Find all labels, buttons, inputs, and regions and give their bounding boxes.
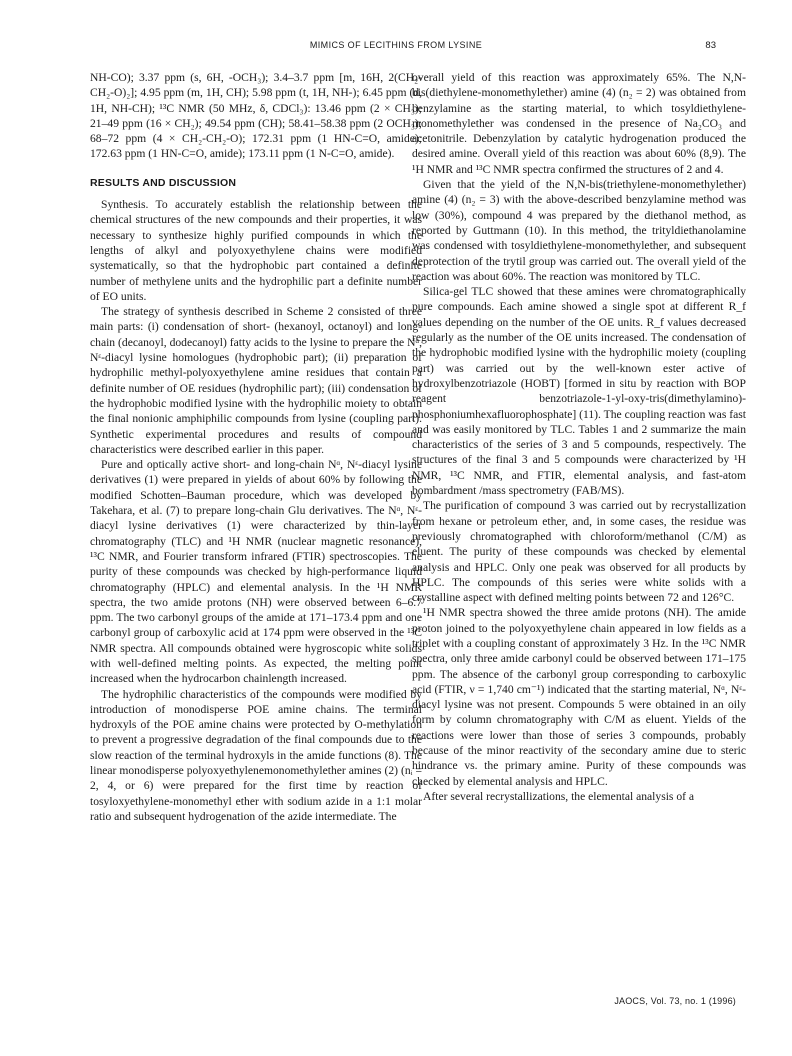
- synthesis-paragraph: Synthesis. To accurately establish the relationship between the chemical structures of the new compounds and their properties, it was necessary to synthesize highly purified compounds in which the lengths of alkyl and polyoxyethylene chains were modified systematically, so that the hydrophobic part contained a definite number of methylene units and the hydrophilic part a definite number of EO units.: [90, 198, 422, 303]
- left-column: [90, 70, 422, 824]
- right-column: [412, 70, 746, 804]
- diethanol-method-paragraph: Given that the yield of the N,N-bis(triethylene-monomethylether) amine (4) (n₂ = 3) with the above-described benzylamine method was low (30%), compound 4 was prepared by the diethanol method, as reported by Guttmann (10). In this method, the trityldiethanolamine was condensed with tosyldiethylene-monomethylether, and subsequent deprotection of the trytil group was carried out. The overall yield of the reaction was about 60%. The reaction was monitored by TLC.: [412, 178, 746, 283]
- nmr-data-paragraph: NH-CO); 3.37 ppm (s, 6H, -OCH₃); 3.4–3.7 ppm [m, 16H, 2(CH₂-CH₂-O)₂]; 4.95 ppm (m, 1H, CH); 5.98 ppm (t, 1H, NH-); 6.45 ppm (d, 1H, NH-CH); ¹³C NMR (50 MHz, δ, CDCl₃): 13.46 ppm (2 × CH₃); 21–49 ppm (16 × CH₂); 49.54 ppm (CH); 58.41–58.38 ppm (2 OCH₃); 68–72 ppm (4 × CH₂-CH₂-O); 172.31 ppm (1 HN-C=O, amide); 172.63 ppm (1 HN-C=O, amide); 173.11 ppm (1 N-C=O, amide).: [90, 71, 422, 161]
- nmr-spectra-paragraph: ¹H NMR spectra showed the three amide protons (NH). The amide proton joined to the polyoxyethylene chain appeared in low fields as a triplet with a coupling constant of approximately 3 Hz. In the ¹³C NMR spectra, only three amide carbonyl could be observed between 171–175 ppm. The absence of the carbonyl group corresponding to carboxylic acid (FTIR, ν = 1,740 cm⁻¹) indicated that the starting material, Nᵅ, Nᵋ-diacyl lysine was not present. Compounds 5 were obtained in an oily form by column chromatography with C/M as eluent. Yields of the reactions were lower than those of series 3 compounds, probably because of the minor reactivity of the secondary amine due to steric hindrance vs. the primary amine. Purity of these compounds was checked by elemental analysis and HPLC.: [412, 606, 746, 788]
- strategy-paragraph: The strategy of synthesis described in Scheme 2 consisted of three main parts: (i) condensation of short- (hexanoyl, octanoyl) and long-chain (decanoyl, dodecanoyl) fatty acids to the lysine to prepare the Nᵅ, Nᵋ-diacyl lysine homologues (hydrophobic part); (ii) preparation of hydrophilic methyl-polyoxyethylene amine residues that contain a definite number of OE residues (hydrophilic part); (iii) condensation of the hydrophobic modified lysine with the hydrophilic moiety to obtain the final nonionic amphiphilic compounds from lysine (coupling part). Synthetic experimental procedures and results of compound characteristics were described earlier in this paper.: [90, 305, 422, 456]
- recrystallization-paragraph: After several recrystallizations, the elemental analysis of a: [423, 789, 695, 803]
- section-heading-results: RESULTS AND DISCUSSION: [90, 176, 237, 189]
- yield-paragraph: overall yield of this reaction was approximately 65%. The N,N-bis(diethylene-monomethylether) amine (4) (n₂ = 2) was obtained from benzylamine as the starting material, to which tosyldiethylene-monomethylether was condensed in the presence of Na₂CO₃ and acetonitrile. Debenzylation by catalytic hydrogenation produced the desired amine. Overall yield of this reaction was about 60% (8,9). The ¹H NMR and ¹³C NMR spectra confirmed the structures of 2 and 4.: [412, 71, 746, 176]
- hydrophilic-paragraph: The hydrophilic characteristics of the compounds were modified by introduction of monodisperse POE amine chains. The terminal hydroxyls of the POE amine chains were protected by O-methylation to prevent a progressive degradation of the final compounds due to the slow reaction of the terminal hydroxyls in the amide functions (8). The linear monodisperse polyoxyethylenemonomethylether amines (2) (nᵢ = 2, 4, or 6) were prepared for the first time by reaction of tosyloxyethylene-monomethyl ether with sodium azide in a 1:1 molar ratio and subsequent hydrogenation of the azide intermediate. The: [90, 687, 422, 823]
- running-title: MIMICS OF LECITHINS FROM LYSINE: [309, 40, 483, 50]
- tlc-paragraph: Silica-gel TLC showed that these amines were chromatographically pure compounds. Each amine showed a single spot at different R_f values depending on the number of the OE units. R_f values decreased regularly as the number of the OE units increased. The condensation of the hydrophobic modified lysine with the hydrophilic moiety (coupling part) was carried out by the well-known ester active of hydroxylbenzotriazole (HOBT) [formed in situ by reaction with BOP reagent benzotriazole-1-yl-oxy-tris(dimethylamino)-phosphoniumhexafluorophosphate] (11). The coupling reaction was fast and was easily monitored by TLC. Tables 1 and 2 summarize the main characteristics of the series of 3 and 5 compounds, respectively. The structures of the final 3 and 5 compounds were characterized by ¹H NMR, ¹³C NMR, and FTIR, elemental analysis, and fast-atom bombardment /mass spectrometry (FAB/MS).: [412, 285, 746, 498]
- journal-footer: JAOCS, Vol. 73, no. 1 (1996): [614, 996, 736, 1006]
- purification-paragraph: The purification of compound 3 was carried out by recrystallization from hexane or petroleum ether, and, in some cases, the residue was previously chromatographed with chloroform/methanol (C/M) as eluent. The purity of these compounds was checked by elemental analysis and HPLC. Only one peak was observed for all products by HPLC. The compounds of this series were white solids with a crystalline aspect with defined melting points between 72 and 126°C.: [412, 499, 746, 605]
- page-number: 83: [705, 40, 716, 51]
- lysine-derivatives-paragraph: Pure and optically active short- and long-chain Nᵅ, Nᵋ-diacyl lysine derivatives (1) were prepared in yields of about 60% by following the modified Schotten–Bauman procedure, which was developed by Takehara, et al. (7) to prepare long-chain Glu derivatives. The Nᵅ, Nᵋ-diacyl lysine derivatives (1) were characterized by thin-layer chromatography (TLC) and ¹H NMR (nuclear magnetic resonance), ¹³C NMR, and Fourier transform infrared (FTIR) spectroscopies. The purity of these compounds was checked by high-performance liquid chromatography (HPLC) and elemental analysis. In the ¹H NMR spectra, the two amide protons (NH) were observed between 6–6.7 ppm. The two carbonyl groups of the amide at 171–173.4 ppm and one carbonyl group of carboxylic acid at 174 ppm were observed in the ¹³C NMR spectra. All compounds obtained were hygroscopic white solids with well-defined melting points. As expected, the melting point increased when the hydrocarbon chainlength increased.: [90, 458, 422, 686]
